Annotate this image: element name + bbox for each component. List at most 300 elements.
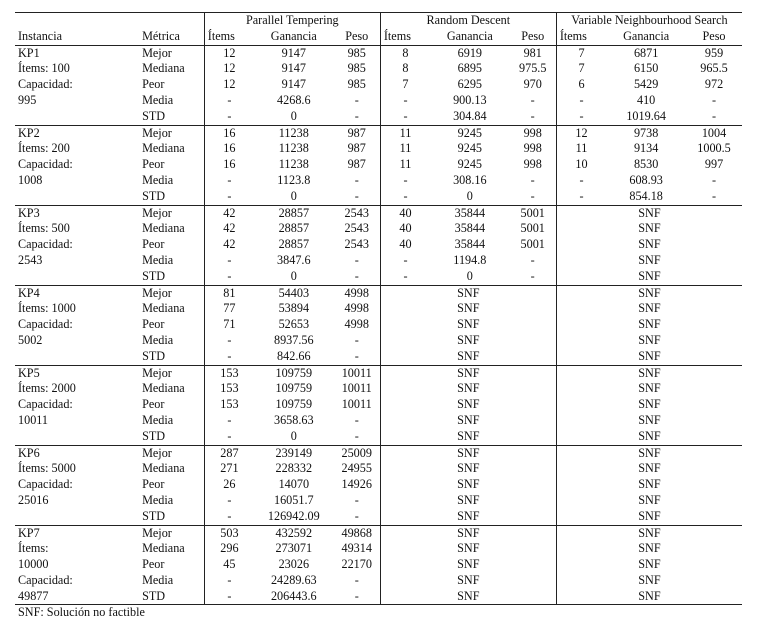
pt-items-cell: - xyxy=(204,509,254,525)
rd-peso-cell: 970 xyxy=(523,77,542,92)
instance-name: KP6 xyxy=(15,445,142,461)
pt-items-cell: 42 xyxy=(204,205,254,221)
table-row xyxy=(15,173,742,189)
table-row xyxy=(15,477,742,493)
instance-info: Ítems: 1000 xyxy=(18,301,76,316)
instance-name: KP3 xyxy=(15,205,142,221)
instance-info: 25016 xyxy=(18,492,49,507)
vns-items-cell: 10 xyxy=(556,157,606,173)
pt-ganancia-cell: 432592 xyxy=(254,525,334,541)
rd-peso-cell: - xyxy=(530,108,535,123)
rd-snf-cell: SNF xyxy=(380,333,556,349)
pt-items-cell: 153 xyxy=(204,365,254,381)
rd-items-cell: - xyxy=(380,173,430,189)
vns-snf-cell: SNF xyxy=(556,461,742,477)
rd-snf-cell: SNF xyxy=(380,445,556,461)
col-header-vns-items: Ítems xyxy=(556,29,606,45)
rd-snf-cell: SNF xyxy=(380,429,556,445)
vns-snf-cell: SNF xyxy=(556,381,742,397)
table-row xyxy=(15,141,742,157)
rd-ganancia-cell: 900.13 xyxy=(453,92,487,107)
table-row xyxy=(15,301,742,317)
pt-peso-cell: 2543 xyxy=(344,237,369,252)
pt-items-cell: 153 xyxy=(204,381,254,397)
table-body xyxy=(15,45,742,605)
pt-peso-cell: - xyxy=(354,412,359,427)
pt-ganancia-cell: 54403 xyxy=(254,285,334,301)
rd-items-cell: 11 xyxy=(380,157,430,173)
pt-ganancia-cell: 16051.7 xyxy=(273,492,314,507)
rd-snf-cell: SNF xyxy=(380,525,556,541)
rd-items-cell: 40 xyxy=(380,237,430,253)
vns-ganancia-cell: 410 xyxy=(636,92,656,107)
pt-items-cell: - xyxy=(204,349,254,365)
metric-label: Mediana xyxy=(142,381,185,396)
rd-snf-cell: SNF xyxy=(380,509,556,525)
pt-items-cell: - xyxy=(204,173,254,189)
rd-ganancia-cell: 308.16 xyxy=(453,172,487,187)
pt-ganancia-cell: 11238 xyxy=(278,157,309,172)
pt-ganancia-cell: 1123.8 xyxy=(277,172,311,187)
pt-ganancia-cell: 239149 xyxy=(254,445,334,461)
metric-label: Peor xyxy=(142,237,165,252)
rd-peso-cell: - xyxy=(530,92,535,107)
pt-ganancia-cell: 11238 xyxy=(278,141,309,156)
col-header-instancia: Instancia xyxy=(15,29,142,45)
pt-peso-cell: - xyxy=(354,188,359,203)
metric-label: Media xyxy=(142,412,174,427)
instance-info: Capacidad: xyxy=(18,77,73,92)
group-header-pt: Parallel Tempering xyxy=(204,13,380,29)
rd-peso-cell: - xyxy=(530,252,535,267)
metric-label: Mediana xyxy=(142,221,185,236)
instance-name: KP7 xyxy=(15,525,142,541)
rd-snf-cell: SNF xyxy=(380,413,556,429)
pt-items-cell: - xyxy=(204,413,254,429)
vns-snf-cell: SNF xyxy=(556,365,742,381)
metric-label: Media xyxy=(142,92,174,107)
metric-label: Mediana xyxy=(142,301,185,316)
rd-ganancia-cell: 6919 xyxy=(430,45,510,61)
table-row xyxy=(15,93,742,109)
table-row xyxy=(15,509,742,525)
pt-peso-cell: 985 xyxy=(347,61,366,76)
instance-info xyxy=(15,189,142,205)
vns-snf-cell: SNF xyxy=(556,413,742,429)
metric-label: STD xyxy=(142,348,166,363)
pt-items-cell: 26 xyxy=(204,477,254,493)
rd-ganancia-cell: 35844 xyxy=(454,221,486,236)
col-header-metrica: Métrica xyxy=(142,29,204,45)
metric-label: Media xyxy=(142,252,174,267)
rd-ganancia-cell: 6295 xyxy=(457,77,483,92)
table-row xyxy=(15,61,742,77)
metric-label: STD xyxy=(142,108,166,123)
vns-items-cell: 11 xyxy=(556,141,606,157)
pt-items-cell: 81 xyxy=(204,285,254,301)
pt-items-cell: 16 xyxy=(204,141,254,157)
pt-items-cell: 12 xyxy=(204,61,254,77)
vns-ganancia-cell: 5429 xyxy=(633,77,659,92)
rd-peso-cell: 998 xyxy=(510,125,557,141)
pt-peso-cell: 10011 xyxy=(334,365,381,381)
instance-info: 2543 xyxy=(18,252,43,267)
pt-ganancia-cell: 14070 xyxy=(278,477,310,492)
vns-snf-cell: SNF xyxy=(556,397,742,413)
pt-peso-cell: - xyxy=(354,508,359,523)
pt-ganancia-cell: 3658.63 xyxy=(273,412,314,427)
table-row xyxy=(15,189,742,205)
vns-snf-cell: SNF xyxy=(556,589,742,605)
col-header-rd-ganancia: Ganancia xyxy=(430,29,510,45)
footnote: SNF: Solución no factible xyxy=(18,605,145,619)
pt-peso-cell: 24955 xyxy=(341,461,372,476)
col-header-pt-ganancia: Ganancia xyxy=(254,29,334,45)
vns-snf-cell: SNF xyxy=(556,237,742,253)
rd-items-cell: - xyxy=(380,109,430,125)
metric-label: Mejor xyxy=(142,285,204,301)
vns-peso-cell: 1004 xyxy=(686,125,742,141)
table-row xyxy=(15,45,742,61)
group-header-rd: Random Descent xyxy=(380,13,556,29)
rd-peso-cell: 5001 xyxy=(520,221,545,236)
pt-items-cell: 16 xyxy=(204,125,254,141)
rd-ganancia-cell: 9245 xyxy=(457,157,483,172)
rd-items-cell: - xyxy=(380,189,430,205)
pt-items-cell: 42 xyxy=(204,221,254,237)
pt-ganancia-cell: 0 xyxy=(290,108,297,123)
pt-items-cell: 71 xyxy=(204,317,254,333)
rd-ganancia-cell: 9245 xyxy=(457,141,483,156)
pt-ganancia-cell: 28857 xyxy=(278,221,310,236)
rd-ganancia-cell: 35844 xyxy=(430,205,510,221)
pt-items-cell: - xyxy=(204,109,254,125)
table-row xyxy=(15,573,742,589)
metric-label: Media xyxy=(142,492,174,507)
metric-label: Mejor xyxy=(142,205,204,221)
rd-ganancia-cell: 35844 xyxy=(454,237,486,252)
table-row xyxy=(15,157,742,173)
vns-peso-cell: 965.5 xyxy=(700,61,728,76)
table-row xyxy=(15,589,742,605)
pt-peso-cell: 4998 xyxy=(344,317,369,332)
group-header-vns: Variable Neighbourhood Search xyxy=(556,13,742,29)
metric-label: Mejor xyxy=(142,525,204,541)
table-row xyxy=(15,525,742,541)
rd-snf-cell: SNF xyxy=(380,493,556,509)
pt-peso-cell: 2543 xyxy=(344,221,369,236)
instance-info: 10000 xyxy=(18,557,49,572)
column-header-row xyxy=(15,29,742,45)
rd-peso-cell: 5001 xyxy=(510,205,557,221)
pt-ganancia-cell: 24289.63 xyxy=(270,572,317,587)
instance-name: KP2 xyxy=(15,125,142,141)
pt-items-cell: - xyxy=(204,589,254,605)
table-row xyxy=(15,205,742,221)
instance-info xyxy=(15,349,142,365)
table-row xyxy=(15,365,742,381)
pt-ganancia-cell: 23026 xyxy=(278,557,310,572)
table-row xyxy=(15,381,742,397)
vns-snf-cell: SNF xyxy=(556,541,742,557)
metric-label: Peor xyxy=(142,477,165,492)
metric-label: Peor xyxy=(142,77,165,92)
vns-snf-cell: SNF xyxy=(556,269,742,285)
rd-peso-cell: 998 xyxy=(523,141,542,156)
instance-name: KP1 xyxy=(15,45,142,61)
vns-ganancia-cell: 9738 xyxy=(606,125,686,141)
metric-label: Peor xyxy=(142,157,165,172)
pt-items-cell: 77 xyxy=(204,301,254,317)
pt-items-cell: 12 xyxy=(204,77,254,93)
instance-name: KP5 xyxy=(15,365,142,381)
rd-peso-cell: - xyxy=(530,172,535,187)
pt-peso-cell: - xyxy=(354,348,359,363)
instance-info: Ítems: 500 xyxy=(18,221,70,236)
instance-info: Ítems: 2000 xyxy=(18,381,76,396)
pt-peso-cell: 10011 xyxy=(341,381,372,396)
pt-items-cell: 153 xyxy=(204,397,254,413)
pt-ganancia-cell: 52653 xyxy=(278,317,310,332)
pt-items-cell: 271 xyxy=(204,461,254,477)
instance-info: 995 xyxy=(18,92,37,107)
metric-label: STD xyxy=(142,589,204,605)
metric-label: Mediana xyxy=(142,61,185,76)
rd-ganancia-cell: 0 xyxy=(466,188,473,203)
vns-items-cell: - xyxy=(556,109,606,125)
vns-snf-cell: SNF xyxy=(556,301,742,317)
pt-items-cell: 45 xyxy=(204,557,254,573)
vns-snf-cell: SNF xyxy=(556,429,742,445)
metric-label: Mediana xyxy=(142,541,185,556)
instance-info: 1008 xyxy=(18,172,43,187)
metric-label: Mejor xyxy=(142,125,204,141)
vns-peso-cell: - xyxy=(711,92,717,107)
metric-label: Peor xyxy=(142,557,165,572)
table-row xyxy=(15,221,742,237)
pt-peso-cell: 22170 xyxy=(341,557,372,572)
pt-items-cell: - xyxy=(204,269,254,285)
rd-snf-cell: SNF xyxy=(380,589,556,605)
instance-name: KP4 xyxy=(15,285,142,301)
vns-peso-cell: - xyxy=(711,172,717,187)
rd-peso-cell: 998 xyxy=(523,157,542,172)
instance-info xyxy=(15,429,142,445)
rd-snf-cell: SNF xyxy=(380,397,556,413)
table-row xyxy=(15,109,742,125)
pt-ganancia-cell: 126942.09 xyxy=(267,508,320,523)
vns-ganancia-cell: 6150 xyxy=(633,61,659,76)
pt-peso-cell: - xyxy=(354,92,359,107)
rd-ganancia-cell: 304.84 xyxy=(453,108,487,123)
pt-items-cell: 42 xyxy=(204,237,254,253)
table-row xyxy=(15,541,742,557)
results-table xyxy=(15,12,742,605)
pt-ganancia-cell: 9147 xyxy=(281,61,306,76)
pt-items-cell: - xyxy=(204,493,254,509)
vns-peso-cell: 959 xyxy=(686,45,742,61)
instance-info xyxy=(15,269,142,285)
instance-info: Ítems: 200 xyxy=(18,141,70,156)
vns-snf-cell: SNF xyxy=(556,573,742,589)
metric-label: STD xyxy=(142,508,166,523)
vns-peso-cell: - xyxy=(711,188,717,203)
rd-items-cell: 11 xyxy=(380,141,430,157)
instance-info xyxy=(15,109,142,125)
metric-label: Mediana xyxy=(142,141,185,156)
rd-items-cell: 11 xyxy=(380,125,430,141)
pt-ganancia-cell: 206443.6 xyxy=(254,589,334,605)
rd-items-cell: - xyxy=(380,93,430,109)
pt-peso-cell: 49314 xyxy=(341,541,372,556)
rd-peso-cell: 981 xyxy=(510,45,557,61)
vns-snf-cell: SNF xyxy=(556,253,742,269)
pt-peso-cell: 987 xyxy=(334,125,381,141)
pt-ganancia-cell: 28857 xyxy=(254,205,334,221)
pt-items-cell: 287 xyxy=(204,445,254,461)
rd-items-cell: 8 xyxy=(380,45,430,61)
rd-ganancia-cell: 6895 xyxy=(457,61,483,76)
vns-snf-cell: SNF xyxy=(556,509,742,525)
pt-peso-cell: 4998 xyxy=(344,301,369,316)
table-row xyxy=(15,333,742,349)
rd-peso-cell: 5001 xyxy=(520,237,545,252)
vns-snf-cell: SNF xyxy=(556,221,742,237)
rd-peso-cell: - xyxy=(530,188,535,203)
pt-ganancia-cell: 0 xyxy=(290,188,297,203)
rd-items-cell: 40 xyxy=(380,221,430,237)
metric-label: Media xyxy=(142,332,174,347)
rd-snf-cell: SNF xyxy=(380,349,556,365)
pt-items-cell: - xyxy=(204,333,254,349)
col-header-pt-peso: Peso xyxy=(334,29,381,45)
pt-peso-cell: - xyxy=(354,492,359,507)
vns-ganancia-cell: 1019.64 xyxy=(626,108,666,123)
pt-peso-cell: - xyxy=(354,572,359,587)
rd-peso-cell: - xyxy=(530,268,535,283)
table-row xyxy=(15,349,742,365)
pt-ganancia-cell: 842.66 xyxy=(277,348,311,363)
instance-info: 49877 xyxy=(15,589,142,605)
table-row xyxy=(15,285,742,301)
vns-items-cell: - xyxy=(556,93,606,109)
pt-items-cell: - xyxy=(204,429,254,445)
vns-snf-cell: SNF xyxy=(556,477,742,493)
vns-snf-cell: SNF xyxy=(556,525,742,541)
vns-snf-cell: SNF xyxy=(556,349,742,365)
rd-snf-cell: SNF xyxy=(380,317,556,333)
vns-ganancia-cell: 8530 xyxy=(633,157,659,172)
rd-snf-cell: SNF xyxy=(380,541,556,557)
instance-info: 5002 xyxy=(18,332,43,347)
table-row xyxy=(15,445,742,461)
rd-snf-cell: SNF xyxy=(380,477,556,493)
pt-items-cell: - xyxy=(204,573,254,589)
rd-items-cell: 8 xyxy=(380,61,430,77)
metric-label: STD xyxy=(142,428,166,443)
pt-ganancia-cell: 8937.56 xyxy=(273,332,314,347)
vns-snf-cell: SNF xyxy=(556,333,742,349)
pt-peso-cell: 985 xyxy=(347,77,366,92)
vns-items-cell: 7 xyxy=(556,45,606,61)
vns-ganancia-cell: 9134 xyxy=(633,141,659,156)
pt-peso-cell: - xyxy=(354,252,359,267)
metric-label: Mejor xyxy=(142,445,204,461)
pt-ganancia-cell: 109759 xyxy=(254,365,334,381)
pt-items-cell: - xyxy=(204,93,254,109)
pt-peso-cell: 987 xyxy=(347,141,366,156)
metric-label: Media xyxy=(142,172,174,187)
vns-peso-cell: 1000.5 xyxy=(697,141,731,156)
pt-ganancia-cell: 0 xyxy=(290,268,297,283)
metric-label: STD xyxy=(142,188,166,203)
col-header-rd-items: Ítems xyxy=(380,29,430,45)
pt-peso-cell: 14926 xyxy=(341,477,372,492)
vns-snf-cell: SNF xyxy=(556,557,742,573)
instance-info: Capacidad: xyxy=(18,237,73,252)
vns-items-cell: - xyxy=(556,173,606,189)
instance-info: Capacidad: xyxy=(18,397,73,412)
pt-peso-cell: - xyxy=(354,172,359,187)
table-row xyxy=(15,493,742,509)
metric-label: Peor xyxy=(142,317,165,332)
rd-snf-cell: SNF xyxy=(380,573,556,589)
rd-items-cell: - xyxy=(380,253,430,269)
pt-peso-cell: 987 xyxy=(347,157,366,172)
vns-ganancia-cell: 854.18 xyxy=(629,188,663,203)
pt-items-cell: 12 xyxy=(204,45,254,61)
pt-peso-cell: 10011 xyxy=(341,397,372,412)
pt-ganancia-cell: 9147 xyxy=(281,77,306,92)
col-header-rd-peso: Peso xyxy=(510,29,557,45)
pt-peso-cell: 49868 xyxy=(334,525,381,541)
table-row xyxy=(15,125,742,141)
table-row xyxy=(15,253,742,269)
pt-items-cell: - xyxy=(204,253,254,269)
col-header-vns-peso: Peso xyxy=(686,29,742,45)
table-row xyxy=(15,237,742,253)
pt-ganancia-cell: 228332 xyxy=(275,461,313,476)
pt-items-cell: - xyxy=(204,189,254,205)
vns-peso-cell: 972 xyxy=(704,77,724,92)
pt-ganancia-cell: 109759 xyxy=(275,397,313,412)
pt-peso-cell: 2543 xyxy=(334,205,381,221)
table-row xyxy=(15,397,742,413)
pt-ganancia-cell: 11238 xyxy=(254,125,334,141)
vns-snf-cell: SNF xyxy=(556,493,742,509)
pt-peso-cell: - xyxy=(354,268,359,283)
pt-items-cell: 16 xyxy=(204,157,254,173)
rd-items-cell: - xyxy=(380,269,430,285)
table-row xyxy=(15,557,742,573)
pt-peso-cell: 25009 xyxy=(334,445,381,461)
col-header-pt-items: Ítems xyxy=(204,29,254,45)
table-row xyxy=(15,461,742,477)
vns-items-cell: 6 xyxy=(556,77,606,93)
instance-info: Capacidad: xyxy=(18,477,73,492)
pt-ganancia-cell: 9147 xyxy=(254,45,334,61)
metric-label: Peor xyxy=(142,397,165,412)
pt-peso-cell: 4998 xyxy=(334,285,381,301)
instance-info xyxy=(15,509,142,525)
vns-snf-cell: SNF xyxy=(556,317,742,333)
pt-peso-cell: - xyxy=(334,589,381,605)
pt-ganancia-cell: 273071 xyxy=(275,541,313,556)
vns-items-cell: - xyxy=(556,189,606,205)
table-row xyxy=(15,317,742,333)
pt-items-cell: 503 xyxy=(204,525,254,541)
pt-peso-cell: - xyxy=(354,428,359,443)
